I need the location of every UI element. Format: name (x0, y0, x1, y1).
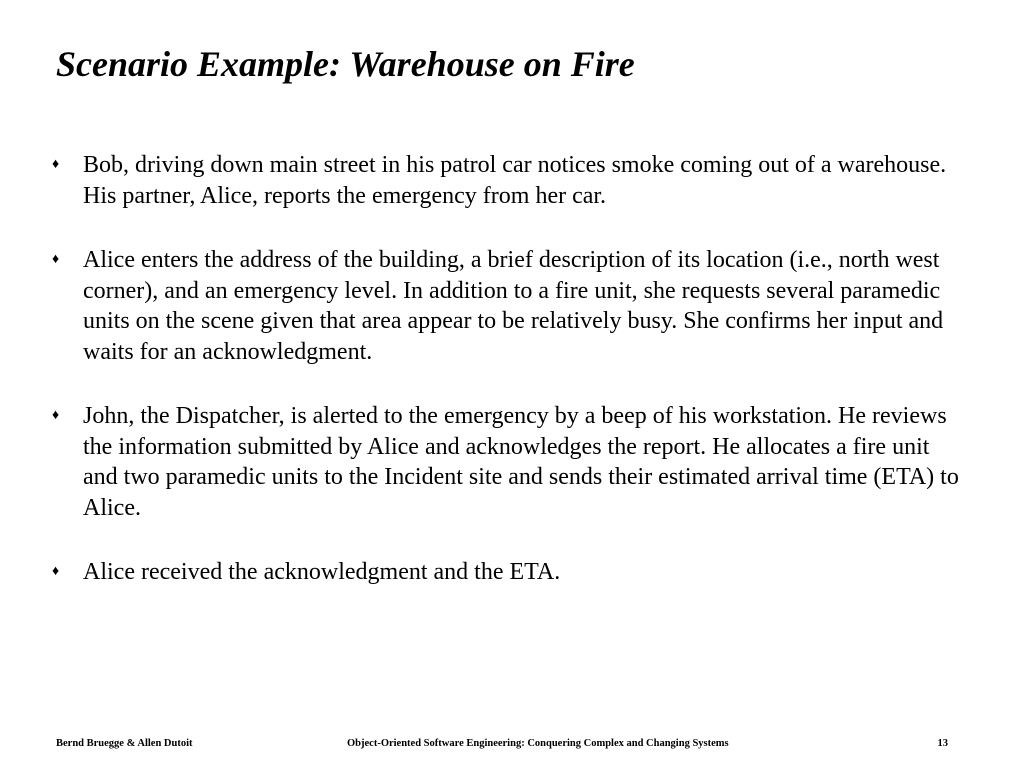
footer-authors: Bernd Bruegge & Allen Dutoit (56, 738, 193, 749)
diamond-bullet-icon: ♦ (52, 157, 60, 172)
diamond-bullet-icon: ♦ (52, 252, 60, 267)
bullet-text: John, the Dispatcher, is alerted to the emergency by a beep of his workstation. He reviews the information submitted by Alice and acknowledges the report. He allocates a fire unit and two paramedic units to the Incident site and sends their estimated arrival time (ETA) to Alice. (83, 403, 959, 521)
bullet-item (52, 557, 962, 588)
bullet-text: Bob, driving down main street in his patrol car notices smoke coming out of a warehouse. His partner, Alice, reports the emergency from her car. (83, 152, 947, 209)
footer-page-number: 13 (937, 738, 948, 749)
slide-title: Scenario Example: Warehouse on Fire (56, 44, 635, 84)
bullet-text: Alice enters the address of the building, a brief description of its location (i.e., north west corner), and an emergency level. In addition to a fire unit, she requests several paramedic units on the scene given that area appear to be relatively busy. She confirms her input and waits for an acknowledgment. (83, 247, 944, 365)
bullet-item (52, 401, 962, 523)
footer-book-title: Object-Oriented Software Engineering: Conquering Complex and Changing Systems (347, 738, 729, 749)
bullet-item (52, 245, 962, 367)
bullet-list (52, 150, 962, 588)
slide-footer (56, 736, 948, 752)
bullet-item (52, 150, 962, 211)
diamond-bullet-icon: ♦ (52, 408, 60, 423)
bullet-text: Alice received the acknowledgment and the ETA. (83, 559, 561, 585)
diamond-bullet-icon: ♦ (52, 564, 60, 579)
